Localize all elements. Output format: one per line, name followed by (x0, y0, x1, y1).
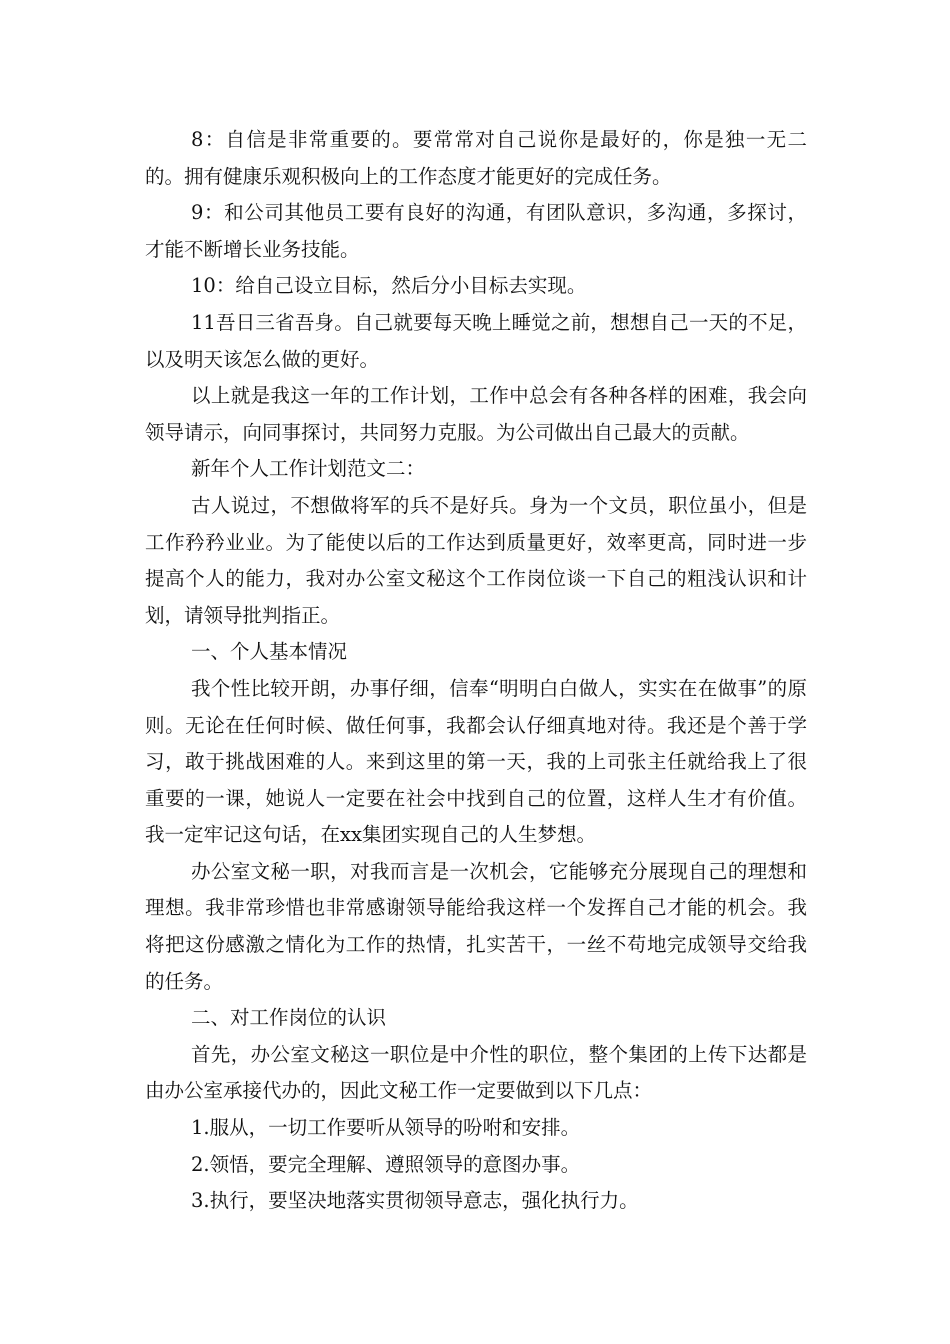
paragraph-opportunity: 办公室文秘一职，对我而言是一次机会，它能够充分展现自己的理想和理想。我非常珍惜也非常感谢领导能给我这样一个发挥自己才能的机会。我将把这份感激之情化为工作的热情，扎实苦干，一丝不苟地完成领导交给我的任务。 (145, 859, 807, 993)
heading-personal-info: 一、个人基本情况 (191, 640, 348, 664)
document-page (145, 122, 807, 1220)
section-title-sample-two: 新年个人工作计划范文二： (191, 457, 426, 481)
list-item-execute: 3.执行，要坚决地落实贯彻领导意志，强化执行力。 (191, 1189, 639, 1213)
paragraph-intro: 古人说过，不想做将军的兵不是好兵。身为一个文员，职位虽小，但是工作矜矜业业。为了能使以后的工作达到质量更好，效率更高，同时进一步提高个人的能力，我对办公室文秘这个工作岗位谈一下自己的粗浅认识和计划，请领导批判指正。 (145, 493, 807, 627)
paragraph-item-11: 11吾日三省吾身。自己就要每天晚上睡觉之前，想想自己一天的不足，以及明天该怎么做的更好。 (145, 310, 807, 371)
list-item-obey: 1.服从，一切工作要听从领导的吩咐和安排。 (191, 1116, 581, 1140)
paragraph-item-8: 8：自信是非常重要的。要常常对自己说你是最好的，你是独一无二的。拥有健康乐观积极向上的工作态度才能更好的完成任务。 (145, 128, 807, 188)
list-item-comprehend: 2.领悟，要完全理解、遵照领导的意图办事。 (191, 1152, 581, 1176)
paragraph-personal-info: 我个性比较开朗，办事仔细，信奉“明明白白做人，实实在在做事”的原则。无论在任何时候、做任何事，我都会认仔细真地对待。我还是个善于学习，敢于挑战困难的人。来到这里的第一天，我的上司张主任就给我上了很重要的一课，她说人一定要在社会中找到自己的位置，这样人生才有价值。我一定牢记这句话，在xx集团实现自己的人生梦想。 (145, 676, 807, 847)
heading-job-understanding: 二、对工作岗位的认识 (191, 1006, 387, 1030)
paragraph-job-understanding: 首先，办公室文秘这一职位是中介性的职位，整个集团的上传下达都是由办公室承接代办的，因此文秘工作一定要做到以下几点： (145, 1042, 807, 1103)
paragraph-item-9: 9：和公司其他员工要有良好的沟通，有团队意识，多沟通，多探讨，才能不断增长业务技能。 (145, 201, 807, 261)
paragraph-summary: 以上就是我这一年的工作计划，工作中总会有各种各样的困难，我会向领导请示，向同事探讨，共同努力克服。为公司做出自己最大的贡献。 (145, 384, 807, 444)
paragraph-item-10: 10：给自己设立目标，然后分小目标去实现。 (191, 274, 587, 298)
